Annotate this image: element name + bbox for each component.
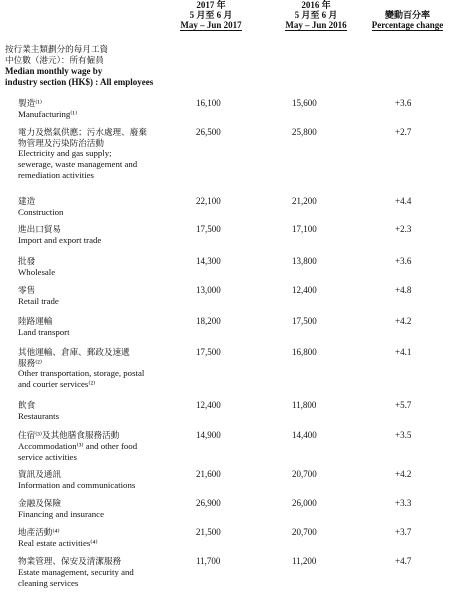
industry-label-zh: 資訊及通訊 bbox=[18, 469, 61, 479]
wage-2017-value: 14,900 bbox=[196, 430, 221, 440]
wage-2017-value: 18,200 bbox=[196, 316, 221, 326]
industry-label bbox=[18, 347, 168, 390]
wage-2017-value: 11,700 bbox=[196, 556, 221, 566]
wage-2016-value: 20,700 bbox=[292, 469, 317, 479]
percentage-change-value: +4.1 bbox=[395, 347, 412, 357]
wage-2016-value: 26,000 bbox=[292, 498, 317, 508]
industry-label-zh: 金融及保險 bbox=[18, 498, 61, 508]
industry-label bbox=[18, 98, 168, 120]
column-header-2017-en: May – Jun 2017 bbox=[180, 20, 242, 30]
column-header-2016 bbox=[270, 0, 362, 31]
wage-2016-value: 11,800 bbox=[292, 400, 317, 410]
industry-label bbox=[18, 127, 168, 181]
percentage-change-value: +4.4 bbox=[395, 196, 412, 206]
industry-label bbox=[18, 527, 168, 549]
percentage-change-value: +3.3 bbox=[395, 498, 412, 508]
wage-2017-value: 26,900 bbox=[196, 498, 221, 508]
section-heading bbox=[5, 44, 205, 88]
section-heading-en: Median monthly wage by industry section (HK$) : All employees bbox=[5, 66, 154, 87]
industry-label bbox=[18, 196, 168, 218]
percentage-change-value: +4.8 bbox=[395, 285, 412, 295]
industry-label bbox=[18, 285, 168, 307]
column-header-change bbox=[360, 0, 455, 31]
wage-2017-value: 26,500 bbox=[196, 127, 221, 137]
column-header-2017-zh: 2017 年 5 月至 6 月 bbox=[189, 0, 233, 20]
wage-2016-value: 16,800 bbox=[292, 347, 317, 357]
industry-label-zh: 零售 bbox=[18, 285, 36, 295]
wage-2016-value: 13,800 bbox=[292, 256, 317, 266]
industry-label bbox=[18, 256, 168, 278]
column-header-change-zh: 變動百分率 bbox=[384, 10, 430, 20]
industry-label bbox=[18, 498, 168, 520]
percentage-change-value: +2.3 bbox=[395, 224, 412, 234]
percentage-change-value: +3.7 bbox=[395, 527, 412, 537]
wage-2016-value: 20,700 bbox=[292, 527, 317, 537]
industry-label-zh: 飲食 bbox=[18, 400, 36, 410]
wage-2017-value: 22,100 bbox=[196, 196, 221, 206]
industry-label-en: Accommodation⁽³⁾ and other food service activities bbox=[18, 440, 138, 462]
industry-label-en: Wholesale bbox=[18, 266, 56, 277]
industry-label bbox=[18, 556, 168, 589]
industry-label-en: Import and export trade bbox=[18, 234, 102, 245]
industry-label bbox=[18, 400, 168, 422]
industry-label-en: Construction bbox=[18, 206, 64, 217]
industry-label-zh: 其他運輸、倉庫、郵政及速遞 服務⁽²⁾ bbox=[18, 347, 130, 368]
wage-2016-value: 21,200 bbox=[292, 196, 317, 206]
percentage-change-value: +3.6 bbox=[395, 256, 412, 266]
industry-label-zh: 地產活動⁽⁴⁾ bbox=[18, 527, 60, 537]
industry-label-en: Retail trade bbox=[18, 295, 59, 306]
column-header-2016-zh: 2016 年 5 月至 6 月 bbox=[294, 0, 338, 20]
industry-label-en: Real estate activities⁽⁴⁾ bbox=[18, 537, 98, 548]
percentage-change-value: +5.7 bbox=[395, 400, 412, 410]
wage-2017-value: 17,500 bbox=[196, 347, 221, 357]
column-header-2017 bbox=[166, 0, 256, 31]
industry-label-en: Estate management, security and cleaning services bbox=[18, 566, 134, 588]
wage-2016-value: 12,400 bbox=[292, 285, 317, 295]
wage-2016-value: 11,200 bbox=[292, 556, 317, 566]
industry-label-en: Other transportation, storage, postal and courier services⁽²⁾ bbox=[18, 368, 145, 389]
wage-2017-value: 12,400 bbox=[196, 400, 221, 410]
column-header-change-en: Percentage change bbox=[371, 20, 444, 30]
industry-label-zh: 電力及燃氣供應；污水處理、廢棄 物管理及污染防治活動 bbox=[18, 127, 147, 148]
industry-label bbox=[18, 430, 168, 463]
column-header-2016-en: May – Jun 2016 bbox=[285, 20, 347, 30]
industry-label-en: Restaurants bbox=[18, 410, 60, 421]
percentage-change-value: +4.7 bbox=[395, 556, 412, 566]
wage-2017-value: 17,500 bbox=[196, 224, 221, 234]
percentage-change-value: +2.7 bbox=[395, 127, 412, 137]
industry-label-zh: 製造⁽¹⁾ bbox=[18, 98, 42, 108]
industry-label-en: Land transport bbox=[18, 326, 70, 337]
industry-label-en: Electricity and gas supply; sewerage, waste management and remediation activities bbox=[18, 148, 138, 180]
percentage-change-value: +3.5 bbox=[395, 430, 412, 440]
wage-2017-value: 21,600 bbox=[196, 469, 221, 479]
industry-label-en: Information and communications bbox=[18, 479, 136, 490]
industry-label-zh: 建造 bbox=[18, 196, 36, 206]
industry-label bbox=[18, 316, 168, 338]
wage-2016-value: 15,600 bbox=[292, 98, 317, 108]
industry-label-zh: 陸路運輸 bbox=[18, 316, 53, 326]
percentage-change-value: +4.2 bbox=[395, 316, 412, 326]
industry-label bbox=[18, 469, 168, 491]
section-heading-zh: 按行業主類劃分的每月工資 中位數（港元）：所有僱員 bbox=[5, 44, 109, 65]
wage-2016-value: 17,500 bbox=[292, 316, 317, 326]
industry-label-zh: 物業管理、保安及清潔服務 bbox=[18, 556, 122, 566]
wage-2017-value: 14,300 bbox=[196, 256, 221, 266]
wage-2017-value: 21,500 bbox=[196, 527, 221, 537]
percentage-change-value: +3.6 bbox=[395, 98, 412, 108]
wage-2016-value: 17,100 bbox=[292, 224, 317, 234]
percentage-change-value: +4.2 bbox=[395, 469, 412, 479]
industry-label-zh: 批發 bbox=[18, 256, 36, 266]
industry-label-zh: 進出口貿易 bbox=[18, 224, 61, 234]
industry-label-en: Manufacturing⁽¹⁾ bbox=[18, 108, 78, 119]
wage-2016-value: 14,400 bbox=[292, 430, 317, 440]
industry-label bbox=[18, 224, 168, 246]
industry-label-zh: 住宿⁽³⁾及其他膳食服務活動 bbox=[18, 430, 120, 440]
wage-2016-value: 25,800 bbox=[292, 127, 317, 137]
wage-2017-value: 16,100 bbox=[196, 98, 221, 108]
industry-label-en: Financing and insurance bbox=[18, 508, 104, 519]
wage-2017-value: 13,000 bbox=[196, 285, 221, 295]
